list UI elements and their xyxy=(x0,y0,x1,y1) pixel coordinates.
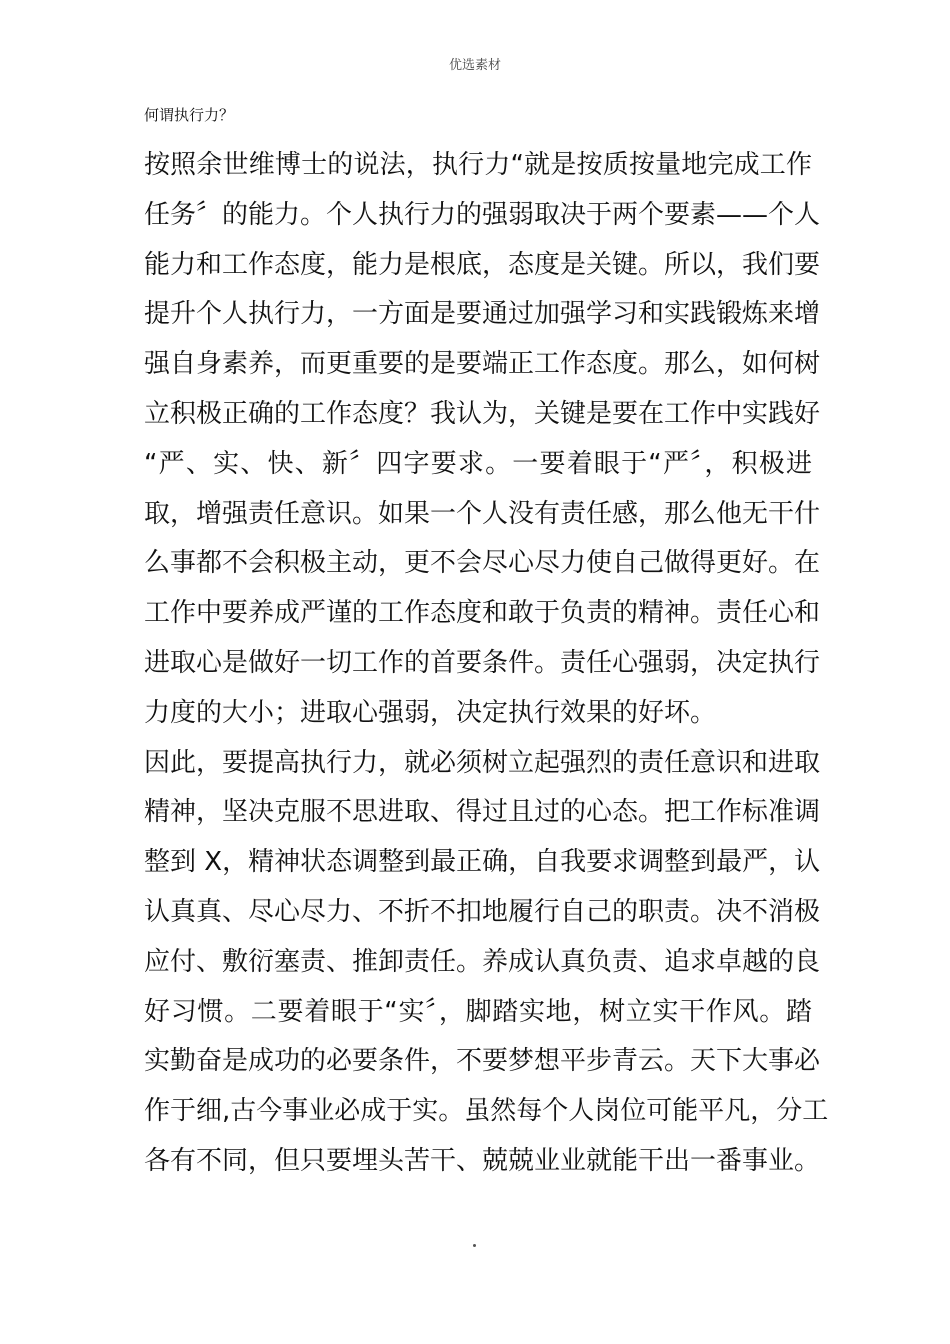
text-line: 按照余世维博士的说法，执行力“就是按质按量地完成工作 xyxy=(144,150,812,180)
body-text xyxy=(144,141,829,1187)
text-line: 提升个人执行力，一方面是要通过加强学习和实践锻炼来增 xyxy=(144,299,821,330)
text-line: 认真真、尽心尽力、不折不扣地履行自己的职责。决不消极 xyxy=(144,896,821,927)
text-line: 能力和工作态度，能力是根底，态度是关键。所以，我们要 xyxy=(144,249,821,280)
text-line: “严、实、快、新〞四字要求。一要着眼于“严〞，积极进 xyxy=(144,448,812,479)
text-line: 作于细,古今事业必成于实。虽然每个人岗位可能平凡，分工 xyxy=(144,1096,829,1127)
text-line: 实勤奋是成功的必要条件，不要梦想平步青云。天下大事必 xyxy=(144,1046,821,1077)
text-line: 强自身素养，而更重要的是要端正工作态度。那么，如何树 xyxy=(144,349,821,380)
text-line: 力度的大小；进取心强弱，决定执行效果的好坏。 xyxy=(144,697,717,728)
text-line: 各有不同，但只要埋头苦干、兢兢业业就能干出一番事业。 xyxy=(144,1145,821,1176)
text-line: 好习惯。二要着眼于“实〞，脚踏实地，树立实干作风。踏 xyxy=(144,996,812,1027)
text-line: 取，增强责任意识。如果一个人没有责任感，那么他无干什 xyxy=(144,498,821,529)
text-line: 进取心是做好一切工作的首要条件。责任心强弱，决定执行 xyxy=(144,647,821,678)
text-line: 立积极正确的工作态度？我认为，关键是要在工作中实践好 xyxy=(144,398,821,429)
text-line: 整到 X，精神状态调整到最正确，自我要求调整到最严，认 xyxy=(144,847,821,878)
text-line: 么事都不会积极主动，更不会尽心尽力使自己做得更好。在 xyxy=(144,548,821,579)
footer-dot xyxy=(473,1244,476,1247)
text-line: 工作中要养成严谨的工作态度和敢于负责的精神。责任心和 xyxy=(144,598,821,629)
text-line: 应付、敷衍塞责、推卸责任。养成认真负责、追求卓越的良 xyxy=(144,946,821,977)
page-header: 优选素材 xyxy=(448,58,501,73)
text-line: 因此，要提高执行力，就必须树立起强烈的责任意识和进取 xyxy=(144,747,821,778)
text-line: 精神，坚决克服不思进取、得过且过的心态。把工作标准调 xyxy=(144,797,821,828)
section-heading: 何谓执行力？ xyxy=(144,106,235,124)
text-line: 任务〞的能力。个人执行力的强弱取决于两个要素——个人 xyxy=(144,199,821,230)
